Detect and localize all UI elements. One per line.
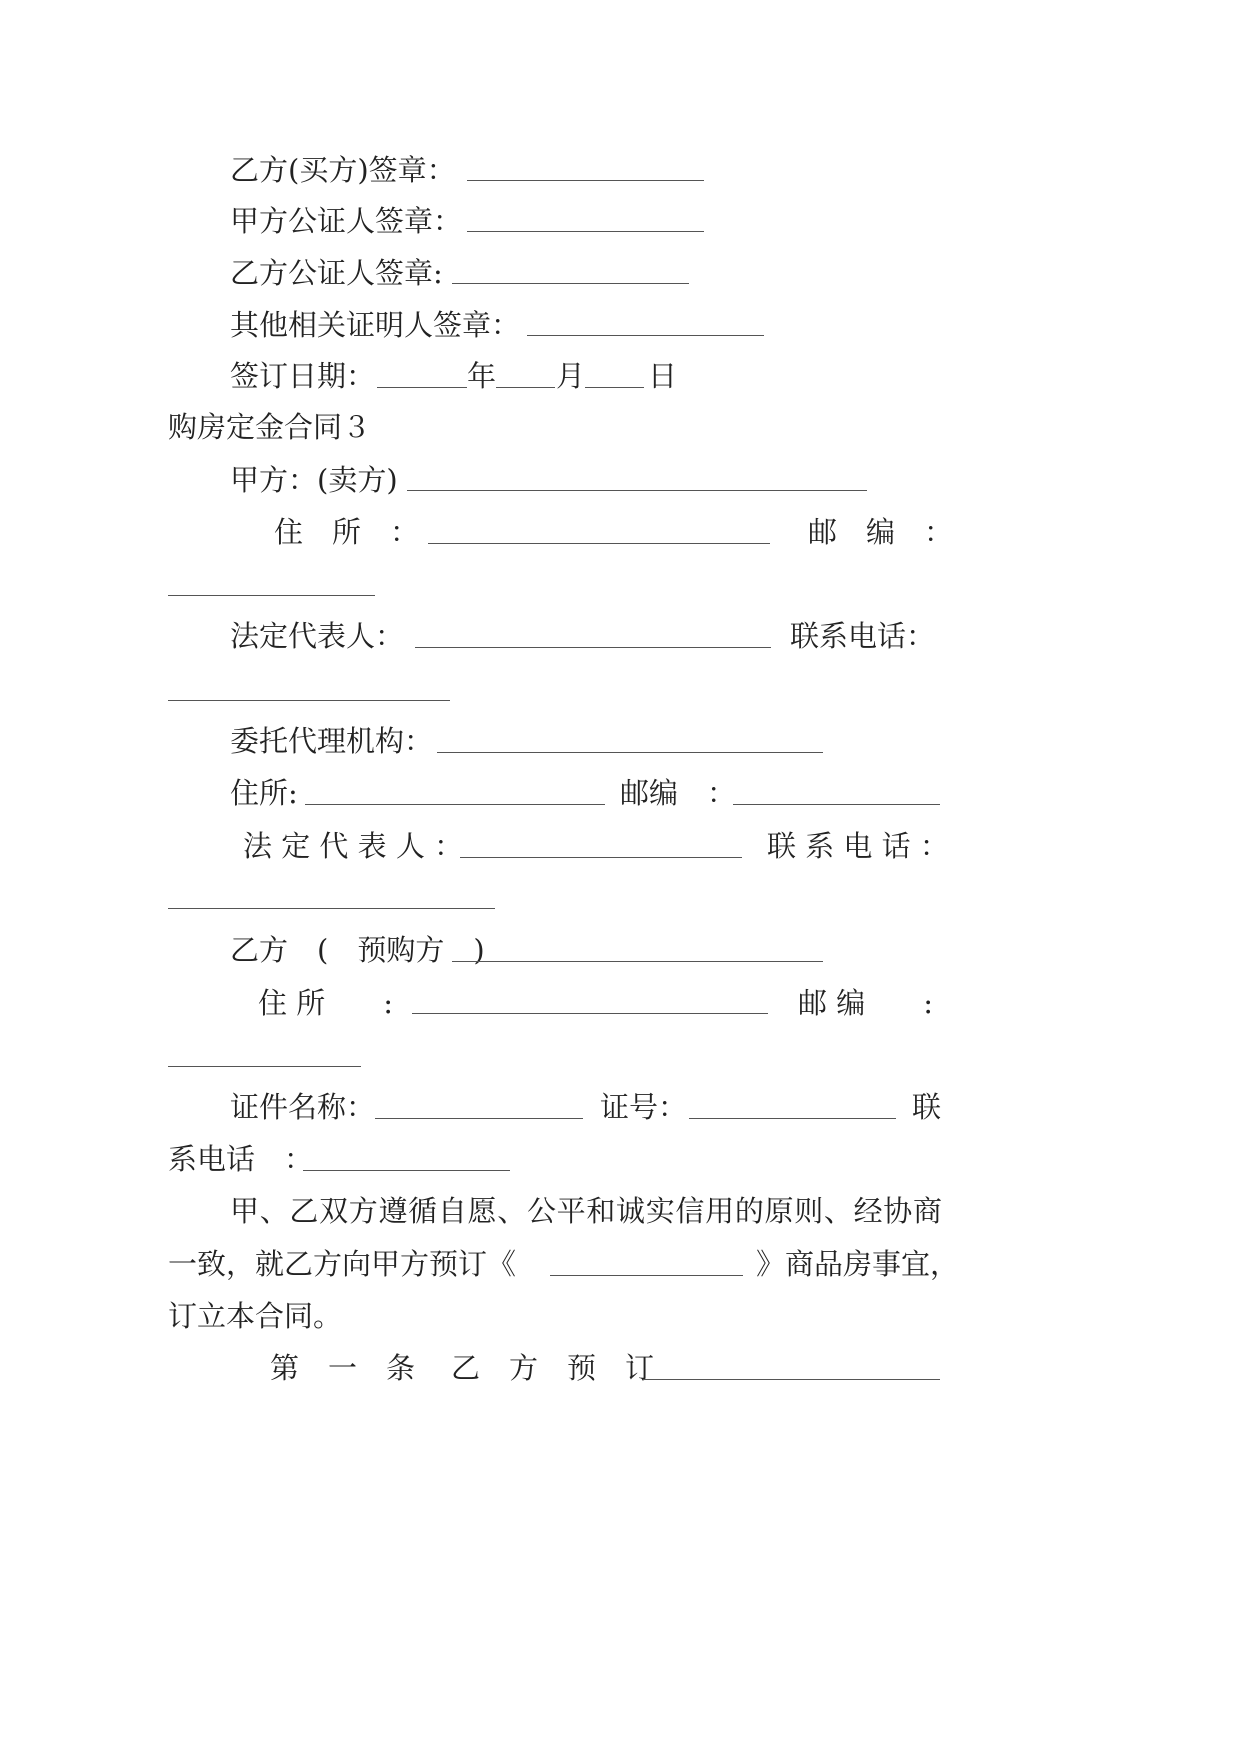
party-a-postcode-blank[interactable] <box>168 595 375 596</box>
party-b-name-blank[interactable] <box>452 961 823 962</box>
article-1-label: 第 一 条 <box>270 1351 416 1385</box>
agent-address-label: 住所: <box>230 776 298 810</box>
party-b-postcode-label: 邮 编 : <box>798 986 933 1020</box>
party-a-address-blank[interactable] <box>428 543 770 544</box>
seller-notary-seal-line <box>230 201 462 241</box>
preamble-line-2b: 》商品房事宜， <box>756 1247 960 1281</box>
party-b-address-label: 住 所 : <box>258 986 393 1020</box>
agent-legal-rep-blank[interactable] <box>460 857 742 858</box>
party-b-phone-label-start: 联 <box>912 1090 942 1124</box>
other-witness-seal-label: 其他相关证明人签章： <box>230 308 521 342</box>
preamble-line-3: 订立本合同。 <box>168 1299 343 1333</box>
buyer-notary-seal-line <box>230 253 443 293</box>
buyer-notary-seal-label: 乙方公证人签章: <box>230 256 443 290</box>
party-b-id-number-label: 证号： <box>600 1090 688 1124</box>
party-b-label: 乙方 ( 预购方 ) <box>230 933 485 967</box>
seller-notary-seal-blank[interactable] <box>467 231 704 232</box>
party-b-phone-label-end: 系电话 ： <box>168 1142 314 1176</box>
other-witness-seal-blank[interactable] <box>527 335 764 336</box>
other-witness-seal-line <box>230 305 520 345</box>
buyer-notary-seal-blank[interactable] <box>452 283 689 284</box>
agent-label: 委托代理机构： <box>230 724 434 758</box>
contract-title: 购房定金合同３ <box>168 410 372 444</box>
agent-legal-rep-label: 法 定 代 表 人 ： <box>243 829 464 863</box>
date-year-label: 年 <box>467 359 497 393</box>
party-b-address-blank[interactable] <box>412 1013 768 1014</box>
signing-date-line <box>230 356 375 396</box>
buyer-seal-blank[interactable] <box>467 180 704 181</box>
agent-name-blank[interactable] <box>437 752 823 753</box>
date-day-blank[interactable] <box>585 387 644 388</box>
party-a-legal-rep-blank[interactable] <box>415 647 771 648</box>
party-a-phone-label: 联系电话： <box>790 619 936 653</box>
preamble-line-2a: 一致，就乙方向甲方预订《 <box>168 1247 517 1281</box>
seller-notary-seal-label: 甲方公证人签章： <box>230 204 463 238</box>
signing-date-label: 签订日期： <box>230 359 376 393</box>
buyer-seal-label: 乙方(买方)签章： <box>230 153 456 187</box>
agent-phone-label: 联 系 电 话 ： <box>767 829 949 863</box>
agent-postcode-label: 邮编 ： <box>620 776 737 810</box>
party-a-address-label: 住 所 ： <box>274 515 420 549</box>
date-month-blank[interactable] <box>496 387 555 388</box>
agent-address-blank[interactable] <box>305 804 605 805</box>
party-a-label: 甲方：(卖方) <box>230 463 398 497</box>
party-a-name-blank[interactable] <box>407 490 867 491</box>
party-b-id-name-label: 证件名称： <box>230 1090 376 1124</box>
party-b-phone-blank[interactable] <box>303 1170 510 1171</box>
party-b-postcode-blank[interactable] <box>168 1066 361 1067</box>
party-b-id-name-blank[interactable] <box>375 1118 583 1119</box>
date-day-label: 日 <box>648 359 678 393</box>
party-a-phone-blank[interactable] <box>168 700 450 701</box>
project-name-blank[interactable] <box>550 1275 743 1276</box>
party-a-postcode-label: 邮 编 ： <box>808 515 954 549</box>
agent-postcode-blank[interactable] <box>733 804 940 805</box>
article-1-blank[interactable] <box>643 1379 940 1380</box>
party-b-id-number-blank[interactable] <box>689 1118 896 1119</box>
date-month-label: 月 <box>556 359 586 393</box>
article-1-text: 乙 方 预 订 <box>451 1351 655 1385</box>
party-a-legal-rep-label: 法定代表人： <box>230 619 405 653</box>
preamble-line-1: 甲、乙双方遵循自愿、公平和诚实信用的原则、经协商 <box>230 1194 942 1228</box>
party-a-line <box>230 460 398 500</box>
agent-phone-blank[interactable] <box>168 908 495 909</box>
buyer-seal-line <box>230 150 456 190</box>
date-year-blank[interactable] <box>377 387 467 388</box>
